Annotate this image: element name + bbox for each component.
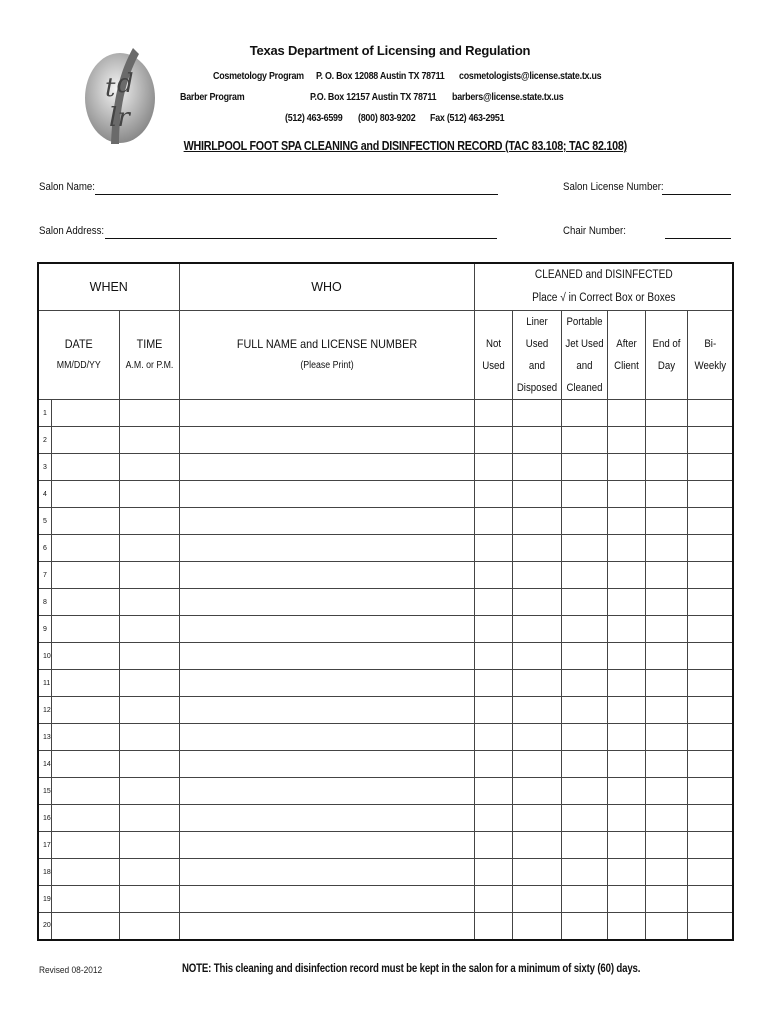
table-row <box>38 481 733 508</box>
end-of-day-cell[interactable] <box>645 589 687 616</box>
fax: Fax (512) 463-2951 <box>430 112 505 124</box>
bi-weekly-line: Weekly <box>693 360 726 372</box>
portable-jet-cell[interactable] <box>561 427 607 454</box>
bi-weekly-cell[interactable] <box>687 589 733 616</box>
cleaned-header <box>474 263 733 311</box>
date-cell[interactable] <box>51 589 119 616</box>
row-number: 4 <box>38 481 51 508</box>
bi-weekly-cell[interactable] <box>687 643 733 670</box>
portable-jet-cell[interactable] <box>561 535 607 562</box>
time-format: A.M. or P.M. <box>125 360 173 371</box>
liner-cell[interactable] <box>512 670 561 697</box>
bi-weekly-cell[interactable] <box>687 427 733 454</box>
bi-weekly-cell[interactable] <box>687 886 733 913</box>
date-cell[interactable] <box>51 778 119 805</box>
end-of-day-header <box>645 311 687 400</box>
cleaned-instruction: Place √ in Correct Box or Boxes <box>531 292 675 304</box>
name-license-cell[interactable] <box>179 751 474 778</box>
time-cell[interactable] <box>119 616 179 643</box>
row-number: 17 <box>38 832 51 859</box>
portable-jet-cell[interactable] <box>561 400 607 427</box>
liner-cell[interactable] <box>512 778 561 805</box>
name-license-cell[interactable] <box>179 616 474 643</box>
end-of-day-cell[interactable] <box>645 859 687 886</box>
bi-weekly-cell[interactable] <box>687 859 733 886</box>
name-license-cell[interactable] <box>179 562 474 589</box>
date-cell[interactable] <box>51 886 119 913</box>
not-used-cell[interactable] <box>474 454 512 481</box>
row-number: 9 <box>38 616 51 643</box>
table-row <box>38 427 733 454</box>
date-cell[interactable] <box>51 481 119 508</box>
time-cell[interactable] <box>119 697 179 724</box>
not-used-cell[interactable] <box>474 751 512 778</box>
cleaning-record-table <box>37 262 734 941</box>
table-row <box>38 724 733 751</box>
bi-weekly-cell[interactable] <box>687 751 733 778</box>
cosmetology-email: cosmetologists@license.state.tx.us <box>459 70 602 82</box>
after-client-cell[interactable] <box>607 724 645 751</box>
liner-cell[interactable] <box>512 562 561 589</box>
time-cell[interactable] <box>119 859 179 886</box>
not-used-cell[interactable] <box>474 427 512 454</box>
liner-cell[interactable] <box>512 805 561 832</box>
end-of-day-cell[interactable] <box>645 886 687 913</box>
table-row <box>38 562 733 589</box>
date-cell[interactable] <box>51 508 119 535</box>
table-row <box>38 643 733 670</box>
bi-weekly-cell[interactable] <box>687 805 733 832</box>
not-used-cell[interactable] <box>474 778 512 805</box>
not-used-cell[interactable] <box>474 562 512 589</box>
after-client-line: Client <box>613 360 639 372</box>
liner-cell[interactable] <box>512 751 561 778</box>
date-cell[interactable] <box>51 805 119 832</box>
portable-jet-cell[interactable] <box>561 724 607 751</box>
when-header: WHEN <box>38 263 179 311</box>
phone-2: (800) 803-9202 <box>358 112 416 124</box>
portable-line: Cleaned <box>565 382 603 394</box>
portable-jet-cell[interactable] <box>561 913 607 940</box>
row-number: 7 <box>38 562 51 589</box>
date-cell[interactable] <box>51 724 119 751</box>
end-of-day-line: Day <box>657 360 675 372</box>
table-row <box>38 400 733 427</box>
not-used-cell[interactable] <box>474 724 512 751</box>
name-license-cell[interactable] <box>179 670 474 697</box>
bi-weekly-cell[interactable] <box>687 670 733 697</box>
name-license-cell[interactable] <box>179 913 474 940</box>
cosmetology-program: Cosmetology Program <box>213 70 304 82</box>
name-license-cell[interactable] <box>179 643 474 670</box>
name-license-cell[interactable] <box>179 589 474 616</box>
name-license-cell[interactable] <box>179 400 474 427</box>
end-of-day-cell[interactable] <box>645 805 687 832</box>
table-row <box>38 454 733 481</box>
table-row <box>38 535 733 562</box>
after-client-cell[interactable] <box>607 751 645 778</box>
table-row <box>38 859 733 886</box>
liner-cell[interactable] <box>512 454 561 481</box>
barber-program: Barber Program <box>180 91 245 103</box>
time-label: TIME <box>136 337 162 351</box>
name-license-cell[interactable] <box>179 886 474 913</box>
row-number: 11 <box>38 670 51 697</box>
after-client-cell[interactable] <box>607 886 645 913</box>
end-of-day-cell[interactable] <box>645 400 687 427</box>
date-cell[interactable] <box>51 832 119 859</box>
end-of-day-cell[interactable] <box>645 778 687 805</box>
after-client-cell[interactable] <box>607 859 645 886</box>
after-client-cell[interactable] <box>607 562 645 589</box>
liner-cell[interactable] <box>512 400 561 427</box>
table-row <box>38 616 733 643</box>
please-print-label: (Please Print) <box>299 360 354 371</box>
date-format: MM/DD/YY <box>56 360 101 371</box>
portable-jet-cell[interactable] <box>561 562 607 589</box>
time-header <box>119 311 179 400</box>
not-used-cell[interactable] <box>474 697 512 724</box>
not-used-cell[interactable] <box>474 913 512 940</box>
svg-text:lr: lr <box>109 103 130 133</box>
cleaned-title: CLEANED and DISINFECTED <box>534 269 673 281</box>
portable-jet-cell[interactable] <box>561 670 607 697</box>
after-client-cell[interactable] <box>607 832 645 859</box>
date-cell[interactable] <box>51 562 119 589</box>
portable-jet-cell[interactable] <box>561 859 607 886</box>
after-client-cell[interactable] <box>607 643 645 670</box>
end-of-day-cell[interactable] <box>645 427 687 454</box>
date-label: DATE <box>64 337 93 351</box>
not-used-cell[interactable] <box>474 481 512 508</box>
bi-weekly-cell[interactable] <box>687 697 733 724</box>
table-row <box>38 832 733 859</box>
time-cell[interactable] <box>119 913 179 940</box>
end-of-day-cell[interactable] <box>645 562 687 589</box>
row-number: 8 <box>38 589 51 616</box>
portable-line: Jet Used <box>564 338 604 350</box>
row-number: 5 <box>38 508 51 535</box>
after-client-cell[interactable] <box>607 454 645 481</box>
time-cell[interactable] <box>119 670 179 697</box>
portable-jet-cell[interactable] <box>561 508 607 535</box>
date-cell[interactable] <box>51 697 119 724</box>
table-row <box>38 697 733 724</box>
bi-weekly-cell[interactable] <box>687 535 733 562</box>
liner-cell[interactable] <box>512 481 561 508</box>
liner-line: Liner <box>525 316 548 328</box>
end-of-day-cell[interactable] <box>645 913 687 940</box>
date-cell[interactable] <box>51 535 119 562</box>
row-number: 14 <box>38 751 51 778</box>
liner-line: Used <box>525 338 548 350</box>
not-used-cell[interactable] <box>474 535 512 562</box>
name-license-cell[interactable] <box>179 832 474 859</box>
name-license-cell[interactable] <box>179 805 474 832</box>
not-used-cell[interactable] <box>474 670 512 697</box>
row-number: 15 <box>38 778 51 805</box>
liner-cell[interactable] <box>512 616 561 643</box>
not-used-cell[interactable] <box>474 859 512 886</box>
time-cell[interactable] <box>119 400 179 427</box>
bi-weekly-cell[interactable] <box>687 616 733 643</box>
end-of-day-cell[interactable] <box>645 481 687 508</box>
time-cell[interactable] <box>119 427 179 454</box>
after-client-cell[interactable] <box>607 805 645 832</box>
portable-jet-cell[interactable] <box>561 805 607 832</box>
table-row <box>38 508 733 535</box>
time-cell[interactable] <box>119 778 179 805</box>
name-license-cell[interactable] <box>179 724 474 751</box>
name-license-cell[interactable] <box>179 454 474 481</box>
after-client-cell[interactable] <box>607 427 645 454</box>
time-cell[interactable] <box>119 805 179 832</box>
end-of-day-cell[interactable] <box>645 535 687 562</box>
time-cell[interactable] <box>119 832 179 859</box>
portable-jet-cell[interactable] <box>561 778 607 805</box>
who-header: WHO <box>179 263 474 311</box>
chair-number-field[interactable] <box>665 238 731 239</box>
liner-cell[interactable] <box>512 427 561 454</box>
portable-line: and <box>575 360 593 372</box>
time-cell[interactable] <box>119 643 179 670</box>
portable-jet-cell[interactable] <box>561 751 607 778</box>
liner-line: Disposed <box>516 382 557 394</box>
row-number: 18 <box>38 859 51 886</box>
bi-weekly-cell[interactable] <box>687 508 733 535</box>
date-header <box>38 311 119 400</box>
bi-weekly-cell[interactable] <box>687 454 733 481</box>
bi-weekly-cell[interactable] <box>687 724 733 751</box>
end-of-day-cell[interactable] <box>645 454 687 481</box>
time-cell[interactable] <box>119 481 179 508</box>
not-used-line: Not <box>485 338 501 350</box>
document-title: WHIRLPOOL FOOT SPA CLEANING and DISINFECTION RECORD (TAC 83.108; TAC 82.108) <box>183 139 627 153</box>
row-number: 16 <box>38 805 51 832</box>
end-of-day-cell[interactable] <box>645 724 687 751</box>
after-client-header <box>607 311 645 400</box>
liner-cell[interactable] <box>512 643 561 670</box>
date-cell[interactable] <box>51 751 119 778</box>
date-cell[interactable] <box>51 643 119 670</box>
date-cell[interactable] <box>51 454 119 481</box>
time-cell[interactable] <box>119 724 179 751</box>
end-of-day-cell[interactable] <box>645 697 687 724</box>
liner-cell[interactable] <box>512 832 561 859</box>
after-client-cell[interactable] <box>607 535 645 562</box>
bi-weekly-header <box>687 311 733 400</box>
row-number: 13 <box>38 724 51 751</box>
name-license-cell[interactable] <box>179 481 474 508</box>
salon-license-number-field[interactable] <box>662 194 731 195</box>
liner-cell[interactable] <box>512 697 561 724</box>
date-cell[interactable] <box>51 427 119 454</box>
date-cell[interactable] <box>51 859 119 886</box>
date-cell[interactable] <box>51 670 119 697</box>
after-client-line: After <box>615 338 637 350</box>
liner-cell[interactable] <box>512 886 561 913</box>
end-of-day-cell[interactable] <box>645 832 687 859</box>
chair-number-label: Chair Number: <box>563 225 626 237</box>
name-license-cell[interactable] <box>179 778 474 805</box>
time-cell[interactable] <box>119 562 179 589</box>
liner-cell[interactable] <box>512 913 561 940</box>
salon-license-number-label: Salon License Number: <box>563 181 664 193</box>
end-of-day-cell[interactable] <box>645 508 687 535</box>
row-number: 20 <box>38 913 51 940</box>
svg-text:d: d <box>117 69 134 99</box>
row-number: 6 <box>38 535 51 562</box>
cosmetology-address: P. O. Box 12088 Austin TX 78711 <box>316 70 445 82</box>
row-number: 10 <box>38 643 51 670</box>
after-client-cell[interactable] <box>607 400 645 427</box>
time-cell[interactable] <box>119 886 179 913</box>
after-client-cell[interactable] <box>607 778 645 805</box>
table-row <box>38 670 733 697</box>
row-number: 1 <box>38 400 51 427</box>
revised-date: Revised 08-2012 <box>39 965 103 976</box>
end-of-day-cell[interactable] <box>645 643 687 670</box>
liner-cell[interactable] <box>512 724 561 751</box>
department-title: Texas Department of Licensing and Regulation <box>249 43 531 58</box>
portable-jet-cell[interactable] <box>561 481 607 508</box>
table-row <box>38 913 733 940</box>
liner-line: and <box>528 360 545 372</box>
portable-jet-cell[interactable] <box>561 589 607 616</box>
not-used-cell[interactable] <box>474 508 512 535</box>
time-cell[interactable] <box>119 508 179 535</box>
bi-weekly-line: Bi- <box>703 338 716 350</box>
salon-address-field[interactable] <box>105 238 497 239</box>
after-client-cell[interactable] <box>607 616 645 643</box>
end-of-day-cell[interactable] <box>645 616 687 643</box>
end-of-day-line: End of <box>652 338 680 350</box>
salon-address-label: Salon Address: <box>39 225 105 237</box>
row-number: 12 <box>38 697 51 724</box>
svg-text:t: t <box>105 73 116 103</box>
bi-weekly-cell[interactable] <box>687 400 733 427</box>
liner-cell[interactable] <box>512 508 561 535</box>
time-cell[interactable] <box>119 454 179 481</box>
not-used-cell[interactable] <box>474 589 512 616</box>
portable-jet-cell[interactable] <box>561 832 607 859</box>
row-number: 19 <box>38 886 51 913</box>
salon-name-label: Salon Name: <box>39 181 95 193</box>
bi-weekly-cell[interactable] <box>687 481 733 508</box>
table-row <box>38 805 733 832</box>
row-number: 3 <box>38 454 51 481</box>
phone-1: (512) 463-6599 <box>285 112 343 124</box>
date-cell[interactable] <box>51 913 119 940</box>
barber-email: barbers@license.state.tx.us <box>452 91 564 103</box>
liner-cell[interactable] <box>512 589 561 616</box>
not-used-line: Used <box>481 360 505 372</box>
table-row <box>38 751 733 778</box>
end-of-day-cell[interactable] <box>645 751 687 778</box>
after-client-cell[interactable] <box>607 670 645 697</box>
after-client-cell[interactable] <box>607 508 645 535</box>
name-license-cell[interactable] <box>179 697 474 724</box>
not-used-cell[interactable] <box>474 616 512 643</box>
date-cell[interactable] <box>51 616 119 643</box>
after-client-cell[interactable] <box>607 697 645 724</box>
bi-weekly-cell[interactable] <box>687 778 733 805</box>
portable-jet-cell[interactable] <box>561 616 607 643</box>
portable-jet-cell[interactable] <box>561 643 607 670</box>
not-used-cell[interactable] <box>474 832 512 859</box>
portable-jet-cell[interactable] <box>561 454 607 481</box>
retention-note: NOTE: This cleaning and disinfection record must be kept in the salon for a minimum of sixty (60) days. <box>182 963 641 975</box>
salon-name-field[interactable] <box>95 194 498 195</box>
table-row <box>38 589 733 616</box>
not-used-cell[interactable] <box>474 805 512 832</box>
liner-cell[interactable] <box>512 859 561 886</box>
not-used-cell[interactable] <box>474 886 512 913</box>
after-client-cell[interactable] <box>607 913 645 940</box>
full-name-header <box>179 311 474 400</box>
after-client-cell[interactable] <box>607 481 645 508</box>
tdlr-logo <box>83 46 158 146</box>
bi-weekly-cell[interactable] <box>687 562 733 589</box>
time-cell[interactable] <box>119 589 179 616</box>
bi-weekly-cell[interactable] <box>687 913 733 940</box>
name-license-cell[interactable] <box>179 535 474 562</box>
time-cell[interactable] <box>119 751 179 778</box>
table-row <box>38 886 733 913</box>
record-rows <box>38 400 733 940</box>
time-cell[interactable] <box>119 535 179 562</box>
not-used-cell[interactable] <box>474 400 512 427</box>
name-license-cell[interactable] <box>179 859 474 886</box>
row-number: 2 <box>38 427 51 454</box>
after-client-cell[interactable] <box>607 589 645 616</box>
portable-jet-cell[interactable] <box>561 886 607 913</box>
portable-line: Portable <box>565 316 603 328</box>
end-of-day-cell[interactable] <box>645 670 687 697</box>
portable-jet-cell[interactable] <box>561 697 607 724</box>
table-row <box>38 778 733 805</box>
not-used-header <box>474 311 512 400</box>
date-cell[interactable] <box>51 400 119 427</box>
name-license-cell[interactable] <box>179 508 474 535</box>
bi-weekly-cell[interactable] <box>687 832 733 859</box>
full-name-label: FULL NAME and LICENSE NUMBER <box>236 337 417 351</box>
barber-address: P.O. Box 12157 Austin TX 78711 <box>310 91 437 103</box>
liner-cell[interactable] <box>512 535 561 562</box>
not-used-cell[interactable] <box>474 643 512 670</box>
liner-header <box>512 311 561 400</box>
name-license-cell[interactable] <box>179 427 474 454</box>
portable-jet-header <box>561 311 607 400</box>
